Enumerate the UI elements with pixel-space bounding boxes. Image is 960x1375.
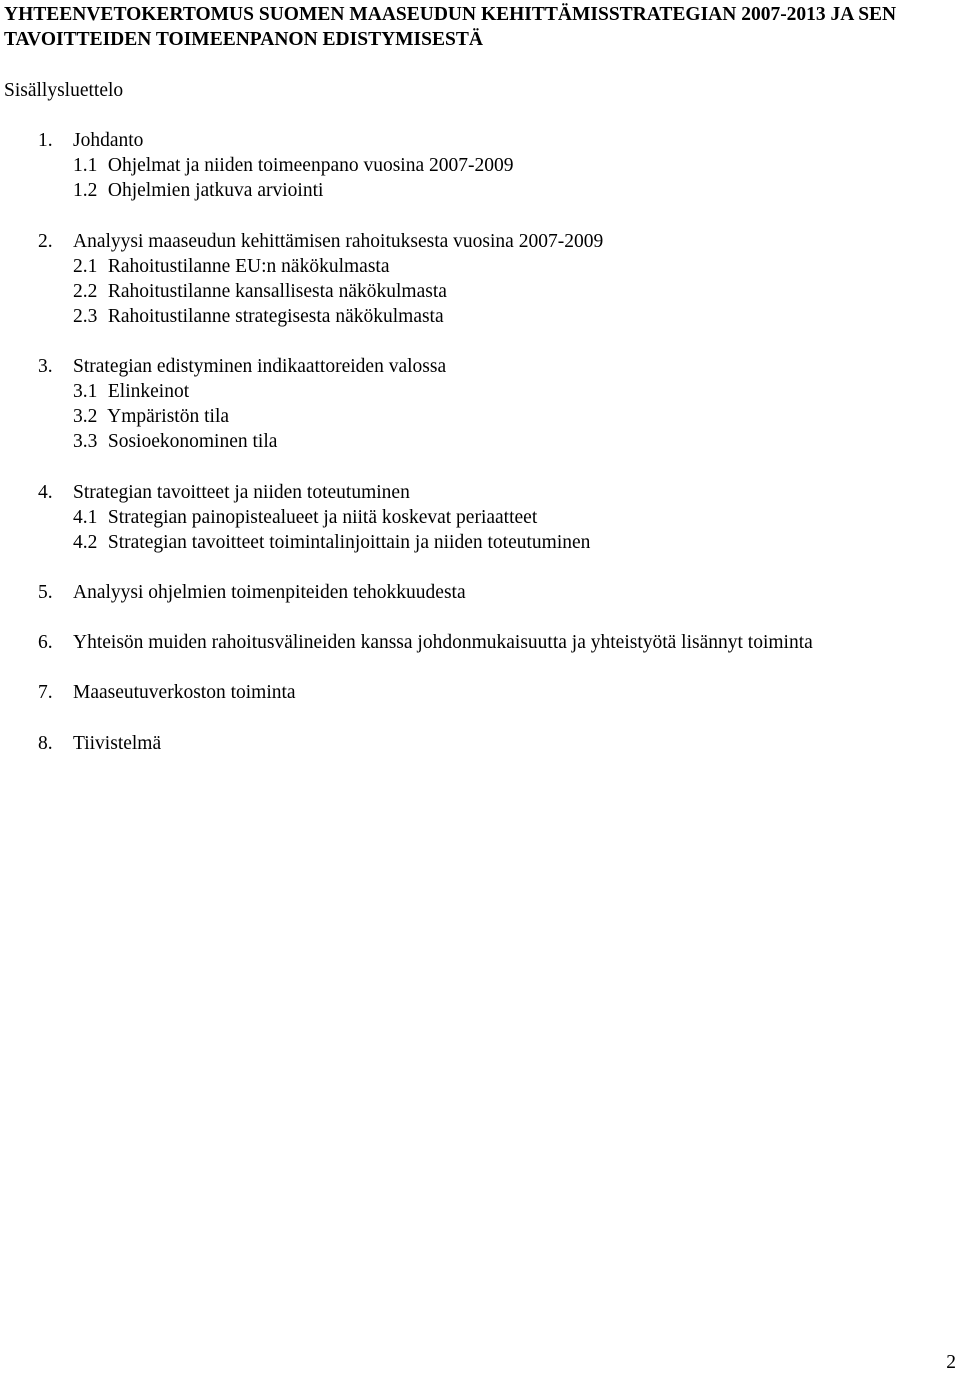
toc-entry-text: Analyysi ohjelmien toimenpiteiden tehokkuudesta [73, 582, 466, 603]
toc-entry-number: 5. [38, 582, 53, 603]
toc-entry-text: Maaseutuverkoston toiminta [73, 682, 296, 703]
toc-entry-text: Elinkeinot [107, 381, 190, 402]
toc-entry-1-2 [73, 178, 323, 203]
toc-entry-text: Ohjelmien jatkuva arviointi [107, 180, 324, 201]
toc-entry-number: 2. [38, 231, 53, 252]
toc-heading: Sisällysluettelo [4, 80, 124, 101]
toc-entry-number: 4. [38, 482, 53, 503]
document-title: YHTEENVETOKERTOMUS SUOMEN MAASEUDUN KEHITTÄMISSTRATEGIAN 2007-2013 JA SEN TAVOITTEIDEN TOIMEENPANON EDISTYMISESTÄ [4, 4, 897, 50]
toc-entry-number: 2.2 [73, 281, 98, 302]
toc-entry-text: Johdanto [73, 130, 144, 151]
toc-entry-text: Sosioekonominen tila [107, 431, 278, 452]
toc-entry-text: Ohjelmat ja niiden toimeenpano vuosina 2007-2009 [107, 155, 514, 176]
toc-entry-number: 1.2 [73, 180, 98, 201]
toc-entry-number: 3. [38, 356, 53, 377]
toc-entry-number: 1. [38, 130, 53, 151]
toc-entry-text: Strategian painopistealueet ja niitä koskevat periaatteet [107, 507, 538, 528]
toc-entry-text: Strategian tavoitteet ja niiden toteutuminen [73, 482, 410, 503]
toc-entry-3-2 [73, 404, 229, 429]
toc-entry-number: 3.2 [73, 406, 98, 427]
toc-entry-text: Yhteisön muiden rahoitusvälineiden kanssa johdonmukaisuutta ja yhteistyötä lisännyt toiminta [73, 632, 813, 653]
toc-entry-2-2 [73, 279, 447, 304]
toc-entry-number: 4.1 [73, 507, 98, 528]
toc-entry-2-3 [73, 304, 444, 329]
toc-entry-number: 6. [38, 632, 53, 653]
toc-entry-text: Rahoitustilanne EU:n näkökulmasta [107, 256, 390, 277]
toc-entry-text: Strategian edistyminen indikaattoreiden valossa [73, 356, 447, 377]
toc-entry-number: 2.1 [73, 256, 98, 277]
toc-entry-number: 8. [38, 733, 53, 754]
page-number: 2 [946, 1352, 956, 1373]
toc-entry-4-2 [73, 530, 590, 555]
toc-entry-text: Analyysi maaseudun kehittämisen rahoituksesta vuosina 2007-2009 [73, 231, 604, 252]
toc-entry-number: 1.1 [73, 155, 98, 176]
toc-entry-number: 7. [38, 682, 53, 703]
toc-entry-number: 3.3 [73, 431, 98, 452]
toc-entry-4-1 [73, 505, 537, 530]
toc-entry-text: Rahoitustilanne strategisesta näkökulmasta [107, 306, 444, 327]
toc-entry-2-1 [73, 254, 390, 279]
toc-entry-text: Tiivistelmä [73, 733, 162, 754]
toc-entry-number: 4.2 [73, 532, 98, 553]
toc-entry-number: 3.1 [73, 381, 98, 402]
toc-entry-text: Strategian tavoitteet toimintalinjoittain ja niiden toteutuminen [107, 532, 591, 553]
toc-entry-1-1 [73, 153, 514, 178]
toc-entry-text: Rahoitustilanne kansallisesta näkökulmasta [107, 281, 447, 302]
toc-entry-text: Ympäristön tila [107, 406, 230, 427]
toc-entry-number: 2.3 [73, 306, 98, 327]
toc-entry-3-3 [73, 429, 277, 454]
toc-entry-3-1 [73, 379, 189, 404]
